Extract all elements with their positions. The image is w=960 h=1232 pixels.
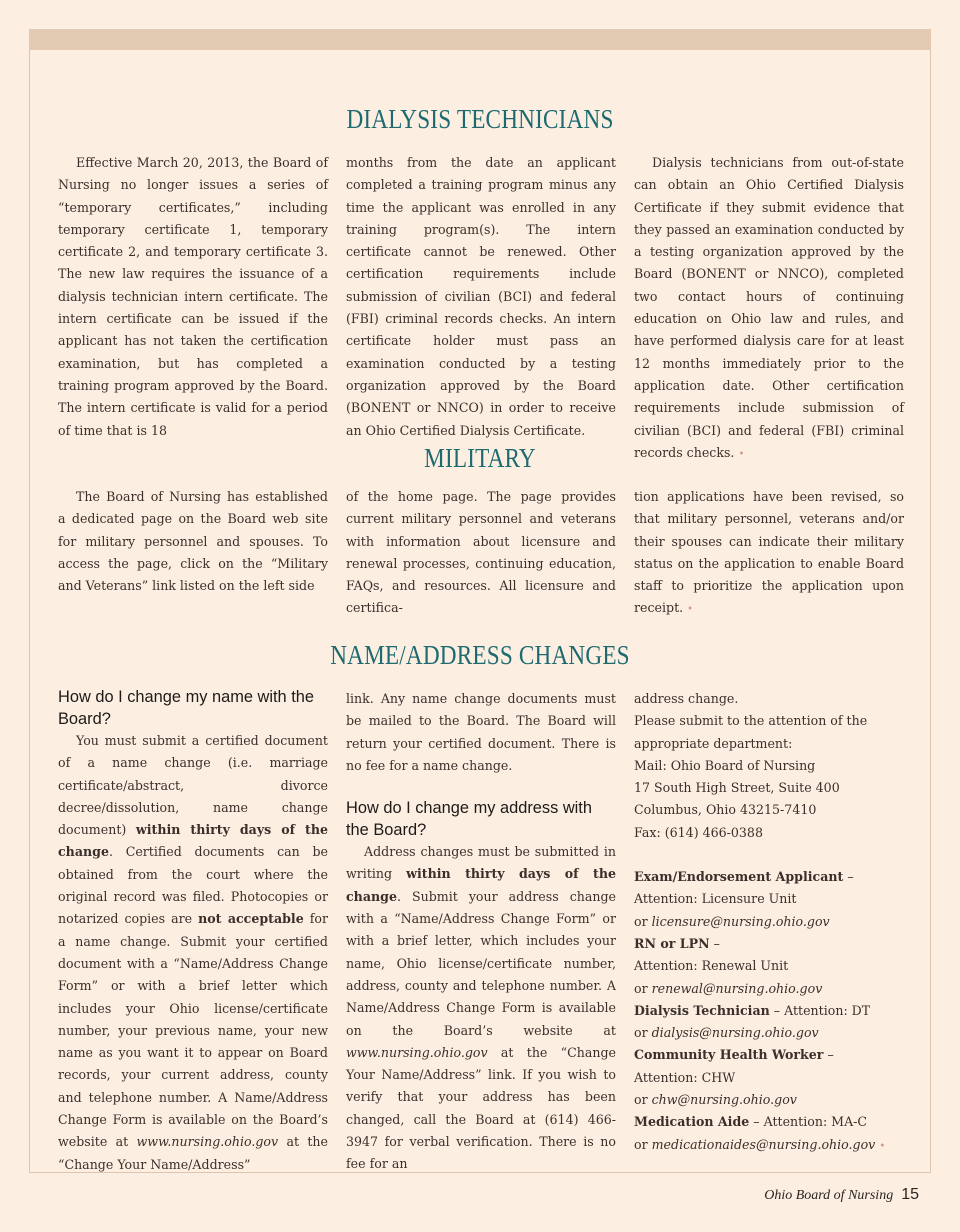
name-change-question: How do I change my name with the Board?	[58, 688, 315, 728]
text-run: Address changes must be submitted in writing	[346, 844, 616, 882]
mail-line: Mail: Ohio Board of Nursing	[634, 757, 816, 773]
contact-attention: – Attention: MA-C	[749, 1114, 868, 1130]
contact-attention: –	[843, 869, 854, 885]
contact-email-line	[634, 1089, 904, 1111]
dialysis-heading: DIALYSIS TECHNICIANS	[346, 104, 614, 134]
or-word: or	[634, 913, 652, 929]
or-word: or	[634, 1025, 652, 1041]
end-bullet-icon: •	[879, 1140, 886, 1152]
dialysis-col-2	[346, 152, 616, 442]
contact-email-link[interactable]: medicationaides@nursing.ohio.gov	[651, 1136, 876, 1152]
military-paragraph-1: The Board of Nursing has established a dedicated page on the Board web site for military personnel and spouses. To access the page, click on the “Military and Veterans” link listed on the left side	[58, 489, 328, 594]
contact-email-link[interactable]: chw@nursing.ohio.gov	[651, 1092, 797, 1108]
dialysis-paragraph-3	[634, 152, 904, 466]
contact-email-link[interactable]: licensure@nursing.ohio.gov	[651, 913, 830, 929]
or-word: or	[634, 980, 652, 996]
website-link[interactable]: www.nursing.ohio.gov	[136, 1134, 279, 1150]
contact-email-line	[634, 1134, 904, 1158]
top-decorative-bar	[29, 29, 931, 50]
dialysis-col-3	[634, 152, 904, 466]
website-link[interactable]: www.nursing.ohio.gov	[346, 1044, 488, 1060]
end-bullet-icon: •	[687, 604, 694, 616]
contact-label: Exam/Endorsement Applicant	[634, 869, 844, 885]
name-address-col-1	[58, 686, 328, 1176]
text-run: . Submit your address change with a “Name/Address Change Form” or with a brief letter, which includes your name, Ohio license/certificate number, address, county and telephone number. A Name/Address Change Form is available on the Board’s website at	[346, 888, 616, 1038]
or-word: or	[634, 1092, 652, 1108]
contact-attention-line: Attention: CHW	[634, 1069, 736, 1085]
fax-line: Fax: (614) 466-0388	[634, 824, 763, 840]
contact-label: Medication Aide	[634, 1114, 750, 1130]
contact-label: Community Health Worker	[634, 1047, 824, 1063]
name-address-heading: NAME/ADDRESS CHANGES	[330, 640, 630, 670]
contact-attention-line: Attention: Licensure Unit	[634, 891, 797, 907]
text-run: at the “Change Your Name/Address”	[58, 1134, 328, 1172]
contact-attention: –	[709, 935, 720, 951]
or-word: or	[634, 1136, 652, 1152]
dialysis-paragraph-1: Effective March 20, 2013, the Board of Nursing no longer issues a series of “temporary certificates,” including temporary certificate 1, temporary certificate 2, and temporary certificate 3. The new law requires the issuance of a dialysis technician intern certificate. The intern certificate can be issued if the applicant has not taken the certification examination, but has completed a training program approved by the Board. The intern certificate is valid for a period of time that is 18	[58, 155, 328, 438]
contact-label: Dialysis Technician	[634, 1002, 770, 1018]
military-heading: MILITARY	[424, 443, 536, 473]
contact-email-line	[634, 978, 904, 1000]
text-run: You must submit a certified document of a name change (i.e. marriage certificate/abstract, divorce decree/dissolution, name change document)	[58, 733, 328, 838]
name-change-paragraph	[58, 730, 328, 1176]
dialysis-paragraph-2: months from the date an applicant completed a training program minus any time the applicant was enrolled in any training program(s). The intern certificate cannot be renewed. Other certification requirements include submission of civilian (BCI) and federal (FBI) criminal records checks. An intern certificate holder must pass an examination conducted by a testing organization approved by the Board (BONENT or NNCO) in order to receive an Ohio Certified Dialysis Certificate.	[346, 155, 616, 438]
contact-header	[634, 933, 904, 955]
contact-header	[634, 1044, 904, 1066]
text-run: at the “Change Your Name/Address” link. If you wish to verify that your address has been changed, call the Board at (614) 466-3947 for verbal verification. There is no fee for an	[346, 1044, 616, 1172]
contact-label: RN or LPN	[634, 935, 710, 951]
contact-email-link[interactable]: renewal@nursing.ohio.gov	[651, 980, 823, 996]
contact-header	[634, 866, 904, 888]
military-col-3	[634, 486, 904, 622]
text-run: . Certified documents can be obtained from the court where the original record was filed. Photocopies or notarized copies are	[58, 844, 328, 927]
address-change-question: How do I change my address with the Board?	[346, 799, 592, 840]
contact-header	[634, 1111, 904, 1133]
contact-email-line	[634, 911, 904, 933]
contact-attention-line: Attention: Renewal Unit	[634, 958, 789, 974]
military-paragraph-3-text: tion applications have been revised, so that military personnel, veterans and/or their spouses can indicate their military status on the application to enable Board staff to prioritize the application upon receipt.	[634, 489, 904, 616]
contact-email-line	[634, 1022, 904, 1044]
military-col-1	[58, 486, 328, 597]
contact-header	[634, 1000, 904, 1022]
name-change-continued: link. Any name change documents must be mailed to the Board. The Board will return your certified document. There is no fee for a name change.	[346, 691, 616, 773]
publication-name: Ohio Board of Nursing	[764, 1188, 894, 1203]
address-change-continued: address change.	[634, 691, 739, 706]
page-number: 15	[901, 1186, 919, 1203]
contact-list	[634, 866, 904, 1158]
deadline-emphasis: within thirty days of the change	[346, 866, 616, 904]
contact-email-link[interactable]: dialysis@nursing.ohio.gov	[651, 1025, 819, 1041]
end-bullet-icon: •	[738, 448, 745, 460]
submit-instructions: Please submit to the attention of the appropriate department:	[634, 713, 868, 751]
not-acceptable-emphasis: not acceptable	[198, 911, 304, 927]
dialysis-paragraph-3-text: Dialysis technicians from out-of-state can obtain an Ohio Certified Dialysis Certificate if they submit evidence that they passed an examination conducted by a testing organization approved by the Board (BONENT or NNCO), completed two contact hours of continuing education on Ohio law and rules, and have performed dialysis care for at least 12 months immediately prior to the application date. Other certification requirements include submission of civilian (BCI) and federal (FBI) criminal records checks.	[634, 155, 904, 460]
military-paragraph-2: of the home page. The page provides current military personnel and veterans with information about licensure and renewal processes, continuing education, FAQs, and resources. All licensure and certifica-	[346, 489, 616, 616]
contact-attention: – Attention: DT	[769, 1002, 871, 1018]
contact-attention: –	[823, 1047, 834, 1063]
military-paragraph-3	[634, 486, 904, 622]
name-address-col-3	[634, 688, 904, 1158]
name-address-col-2	[346, 688, 616, 1176]
page-footer	[764, 1186, 919, 1204]
text-run: for a name change. Submit your certified document with a “Name/Address Change Form” or with a brief letter which includes your Ohio license/certificate number, your previous name, your new name as you want it to appear on Board records, your current address, county and telephone number. A Name/Address Change Form is available on the Board’s website at	[58, 911, 328, 1150]
address-change-paragraph	[346, 841, 616, 1175]
address-line-1: 17 South High Street, Suite 400	[634, 780, 840, 796]
address-line-2: Columbus, Ohio 43215-7410	[634, 802, 817, 818]
military-col-2	[346, 486, 616, 620]
dialysis-col-1	[58, 152, 328, 442]
deadline-emphasis: within thirty days of the change	[58, 822, 328, 860]
